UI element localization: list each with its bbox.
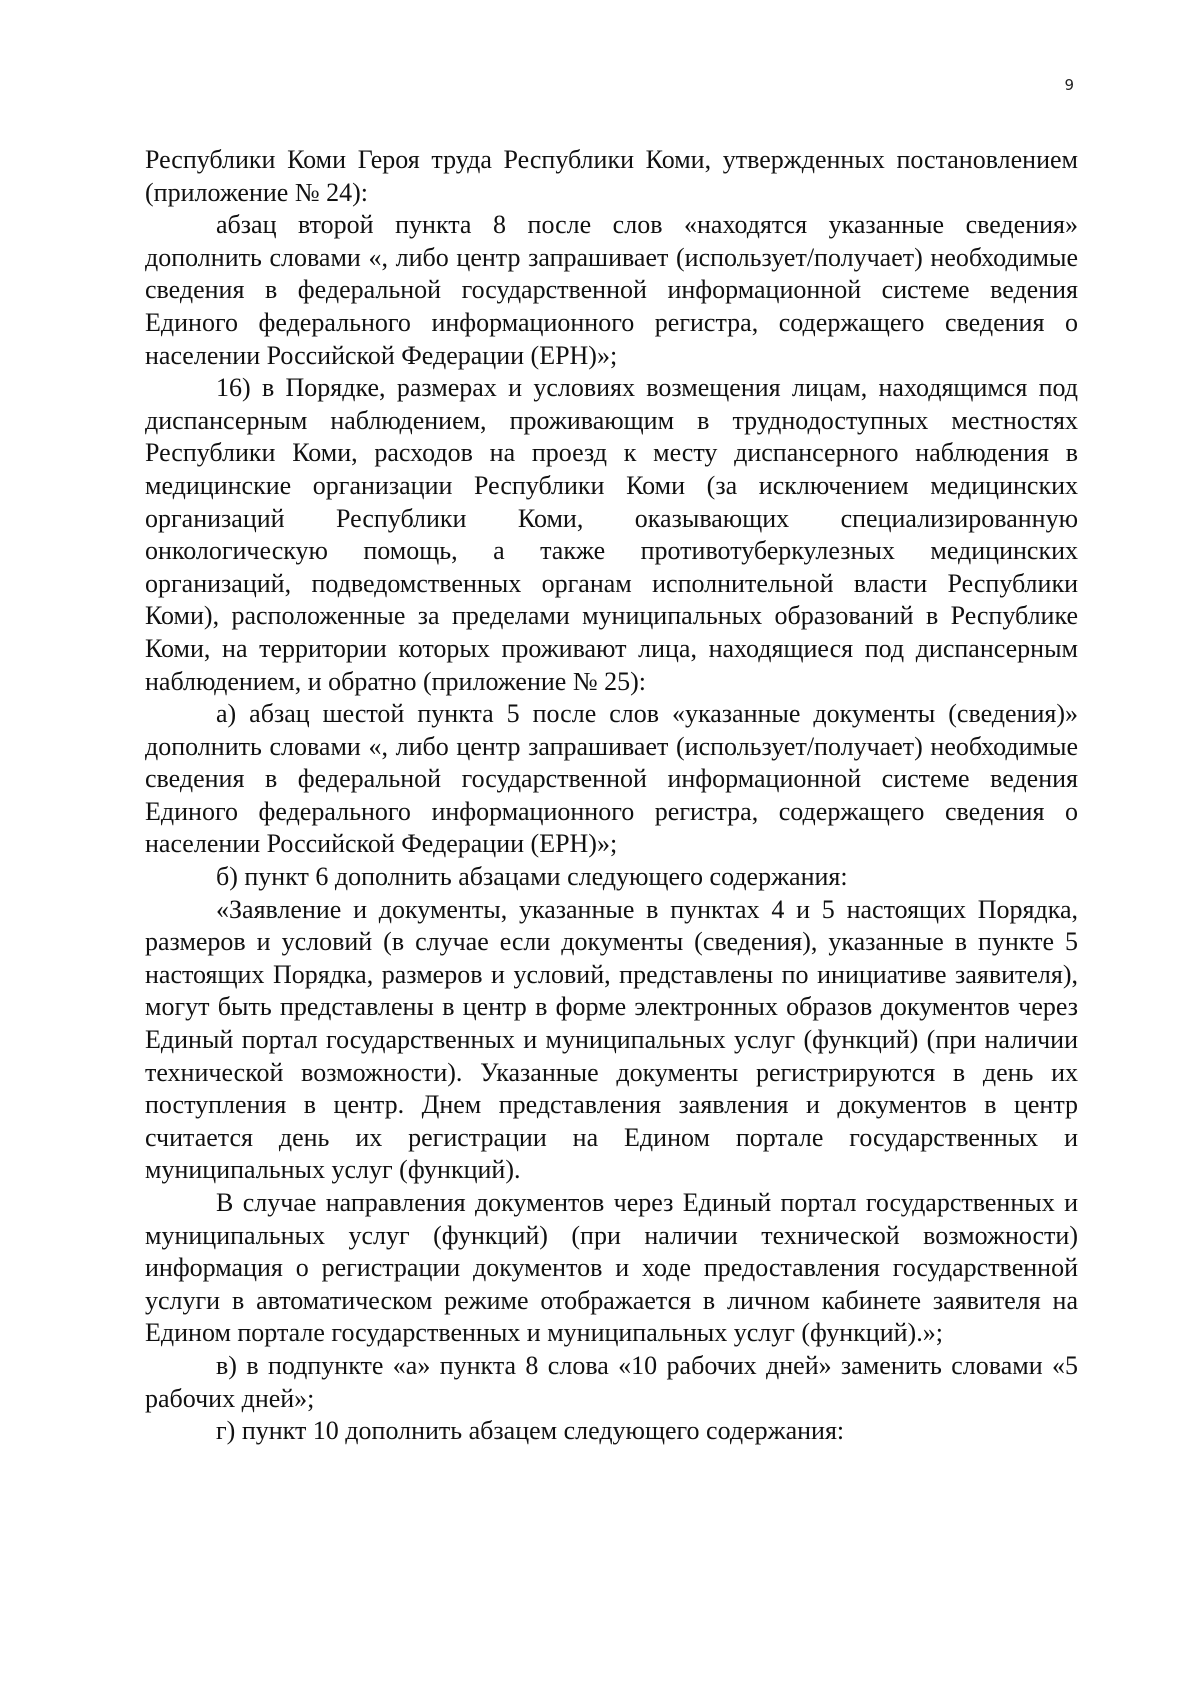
paragraph: в) в подпункте «а» пункта 8 слова «10 рабочих дней» заменить словами «5 рабочих дней»; [145,1350,1078,1413]
paragraph: а) абзац шестой пункта 5 после слов «указанные документы (сведения)» дополнить словами «, либо центр запрашивает (использует/получает) необходимые сведения в федеральной государственной информационной системе ведения Единого федерального информационного регистра, содержащего сведения о населении Российской Федерации (ЕРН)»; [145,699,1078,859]
paragraph: В случае направления документов через Единый портал государственных и муниципальных услуг (функций) (при наличии технической возможности) информация о регистрации документов и ходе предоставления государственной услуги в автоматическом режиме отображается в личном кабинете заявителя на Едином портале государственных и муниципальных услуг (функций).»; [145,1188,1078,1348]
paragraph: абзац второй пункта 8 после слов «находятся указанные сведения» дополнить словами «, либо центр запрашивает (использует/получает) необходимые сведения в федеральной государственной информационной системе ведения Единого федерального информационного регистра, содержащего сведения о населении Российской Федерации (ЕРН)»; [145,210,1078,370]
paragraph: «Заявление и документы, указанные в пунктах 4 и 5 настоящих Порядка, размеров и условий (в случае если документы (сведения), указанные в пункте 5 настоящих Порядка, размеров и условий, представлены по инициативе заявителя), могут быть представлены в центр в форме электронных образов документов через Единый портал государственных и муниципальных услуг (функций) (при наличии технической возможности). Указанные документы регистрируются в день их поступления в центр. Днем представления заявления и документов в центр считается день их регистрации на Едином портале государственных и муниципальных услуг (функций). [145,894,1078,1185]
page-number: 9 [1064,76,1074,94]
paragraph: Республики Коми Героя труда Республики Коми, утвержденных постановлением (приложение № 24): [145,145,1078,207]
paragraph: г) пункт 10 дополнить абзацем следующего содержания: [216,1416,845,1446]
paragraph: 16) в Порядке, размерах и условиях возмещения лицам, находящимся под диспансерным наблюдением, проживающим в труднодоступных местностях Республики Коми, расходов на проезд к месту диспансерного наблюдения в медицинские организации Республики Коми (за исключением медицинских организаций Республики Коми, оказывающих специализированную онкологическую помощь, а также противотуберкулезных медицинских организаций, подведомственных органам исполнительной власти Республики Коми), расположенные за пределами муниципальных образований в Республике Коми, на территории которых проживают лица, находящиеся под диспансерным наблюдением, и обратно (приложение № 25): [145,373,1078,696]
document-body [145,144,1078,1448]
paragraph: б) пункт 6 дополнить абзацами следующего содержания: [216,862,848,892]
